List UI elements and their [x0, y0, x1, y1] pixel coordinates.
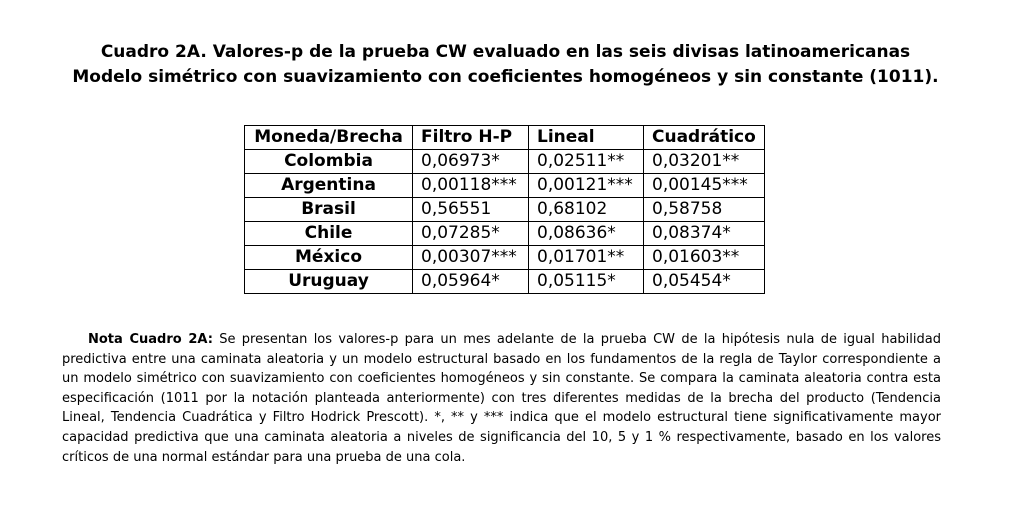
note-text: Se presentan los valores-p para un mes adelante de la prueba CW de la hipótesis nula de igual habilidad predictiva entre una caminata aleatoria y un modelo estructural basado en los fundamentos de la regla de Taylor correspondiente a un modelo simétrico con suavizamiento con coeficientes homogéneos y sin constante. Se compara la caminata aleatoria contra esta especificación (1011 por la notación planteada anteriormente) con tres diferentes medidas de la brecha del producto (Tendencia Lineal, Tendencia Cuadrática y Filtro Hodrick Prescott). *, ** y *** indica que el modelo estructural tiene significativamente mayor capacidad predictiva que una caminata aleatoria a niveles de significancia del 10, 5 y 1 % respectivamente, basado en los valores críticos de una normal estándar para una prueba de una cola.	[62, 332, 941, 465]
table-row	[245, 198, 765, 222]
row-label: Uruguay	[245, 270, 413, 294]
cell-lineal: 0,00121***	[529, 174, 644, 198]
header-cuadratico: Cuadrático	[644, 126, 765, 150]
cell-cuadratico: 0,58758	[644, 198, 765, 222]
results-table	[244, 125, 765, 294]
table-row	[245, 246, 765, 270]
table-row	[245, 174, 765, 198]
row-label: Chile	[245, 222, 413, 246]
cell-lineal: 0,05115*	[529, 270, 644, 294]
table-note	[62, 330, 941, 467]
note-label: Nota Cuadro 2A:	[88, 332, 213, 347]
cell-hp: 0,00307***	[413, 246, 529, 270]
header-lineal: Lineal	[529, 126, 644, 150]
cell-lineal: 0,68102	[529, 198, 644, 222]
cell-hp: 0,07285*	[413, 222, 529, 246]
cell-hp: 0,00118***	[413, 174, 529, 198]
cell-lineal: 0,08636*	[529, 222, 644, 246]
cell-lineal: 0,02511**	[529, 150, 644, 174]
cell-cuadratico: 0,00145***	[644, 174, 765, 198]
cell-cuadratico: 0,05454*	[644, 270, 765, 294]
cell-cuadratico: 0,08374*	[644, 222, 765, 246]
row-label: México	[245, 246, 413, 270]
row-label: Brasil	[245, 198, 413, 222]
table-row	[245, 222, 765, 246]
table-subtitle: Modelo simétrico con suavizamiento con coeficientes homogéneos y sin constante (1011).	[72, 67, 939, 87]
row-label: Colombia	[245, 150, 413, 174]
table-title: Cuadro 2A. Valores-p de la prueba CW evaluado en las seis divisas latinoamericanas	[100, 42, 911, 62]
header-moneda: Moneda/Brecha	[245, 126, 413, 150]
header-filtro-hp: Filtro H-P	[413, 126, 529, 150]
cell-cuadratico: 0,03201**	[644, 150, 765, 174]
cell-hp: 0,05964*	[413, 270, 529, 294]
row-label: Argentina	[245, 174, 413, 198]
cell-cuadratico: 0,01603**	[644, 246, 765, 270]
cell-hp: 0,56551	[413, 198, 529, 222]
table-header-row	[245, 126, 765, 150]
cell-hp: 0,06973*	[413, 150, 529, 174]
cell-lineal: 0,01701**	[529, 246, 644, 270]
table-row	[245, 270, 765, 294]
table-row	[245, 150, 765, 174]
